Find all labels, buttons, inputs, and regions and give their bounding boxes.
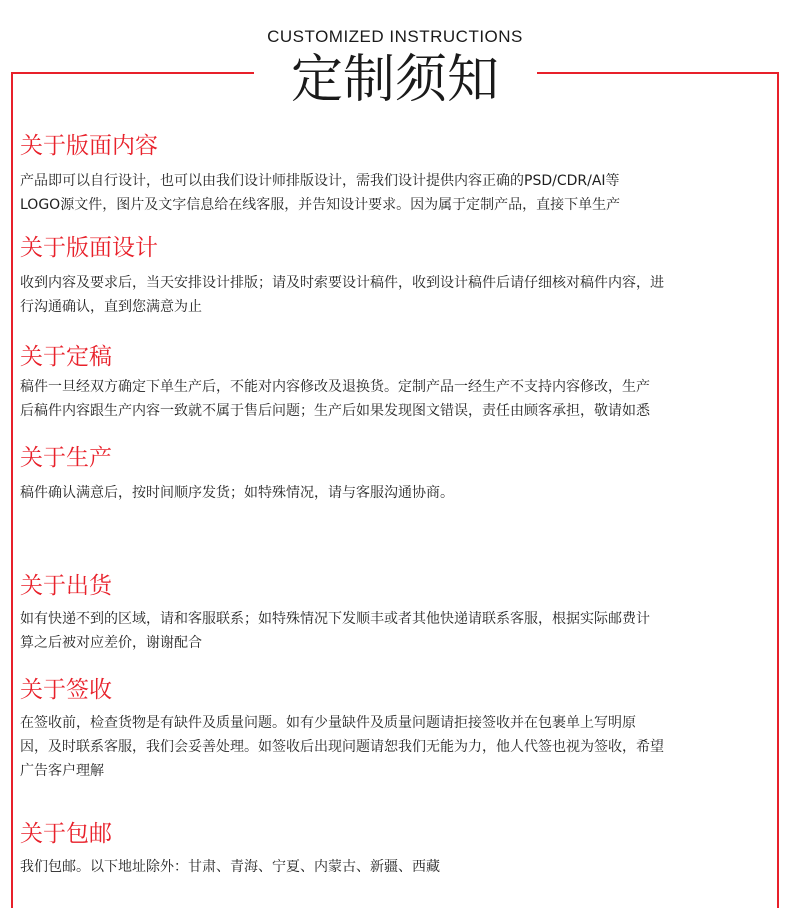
section-text-line: LOGO源文件，图片及文字信息给在线客服，并告知设计要求。因为属于定制产品，直接下单生产 bbox=[20, 197, 621, 213]
section-heading: 关于定稿 bbox=[20, 344, 112, 370]
frame-right-line bbox=[777, 72, 779, 908]
section-heading: 关于出货 bbox=[20, 573, 112, 599]
section-text-line: 如有快递不到的区域，请和客服联系；如特殊情况下发顺丰或者其他快递请联系客服，根据实际邮费计 bbox=[20, 611, 650, 627]
section-production bbox=[20, 443, 760, 505]
page-subtitle: CUSTOMIZED INSTRUCTIONS bbox=[267, 27, 523, 46]
frame-left-line bbox=[11, 72, 13, 908]
section-text-line: 后稿件内容跟生产内容一致就不属于售后问题；生产后如果发现图文错误，责任由顾客承担，敬请如悉 bbox=[20, 403, 650, 419]
section-text-line: 收到内容及要求后，当天安排设计排版；请及时索要设计稿件，收到设计稿件后请仔细核对稿件内容，进 bbox=[20, 275, 664, 291]
section-text-line: 产品即可以自行设计，也可以由我们设计师排版设计，需我们设计提供内容正确的PSD/CDR/AI等 bbox=[20, 173, 620, 189]
section-text-line: 算之后被对应差价，谢谢配合 bbox=[20, 635, 202, 651]
section-layout-design bbox=[20, 233, 760, 319]
section-heading: 关于版面内容 bbox=[20, 133, 158, 159]
section-free-shipping bbox=[20, 819, 760, 879]
section-receipt bbox=[20, 675, 760, 783]
section-final-draft bbox=[20, 342, 760, 423]
section-layout-content bbox=[20, 131, 760, 217]
section-text-line: 稿件一旦经双方确定下单生产后，不能对内容修改及退换货。定制产品一经生产不支持内容修改，生产 bbox=[20, 379, 650, 395]
section-text-line: 我们包邮。以下地址除外：甘肃、青海、宁夏、内蒙古、新疆、西藏 bbox=[20, 859, 440, 875]
section-heading: 关于包邮 bbox=[20, 821, 112, 847]
section-text-line: 稿件确认满意后，按时间顺序发货；如特殊情况，请与客服沟通协商。 bbox=[20, 485, 454, 501]
section-heading: 关于签收 bbox=[20, 677, 112, 703]
section-text-line: 在签收前，检查货物是有缺件及质量问题。如有少量缺件及质量问题请拒接签收并在包裹单上写明原 bbox=[20, 715, 636, 731]
section-heading: 关于版面设计 bbox=[20, 235, 158, 261]
section-text-line: 因，及时联系客服，我们会妥善处理。如签收后出现问题请恕我们无能为力，他人代签也视为签收，希望 bbox=[20, 739, 664, 755]
page-title: 定制须知 bbox=[290, 50, 499, 110]
section-heading: 关于生产 bbox=[20, 445, 112, 471]
section-text-line: 行沟通确认，直到您满意为止 bbox=[20, 299, 202, 315]
section-text-line: 广告客户理解 bbox=[20, 763, 104, 779]
section-shipping bbox=[20, 571, 760, 655]
